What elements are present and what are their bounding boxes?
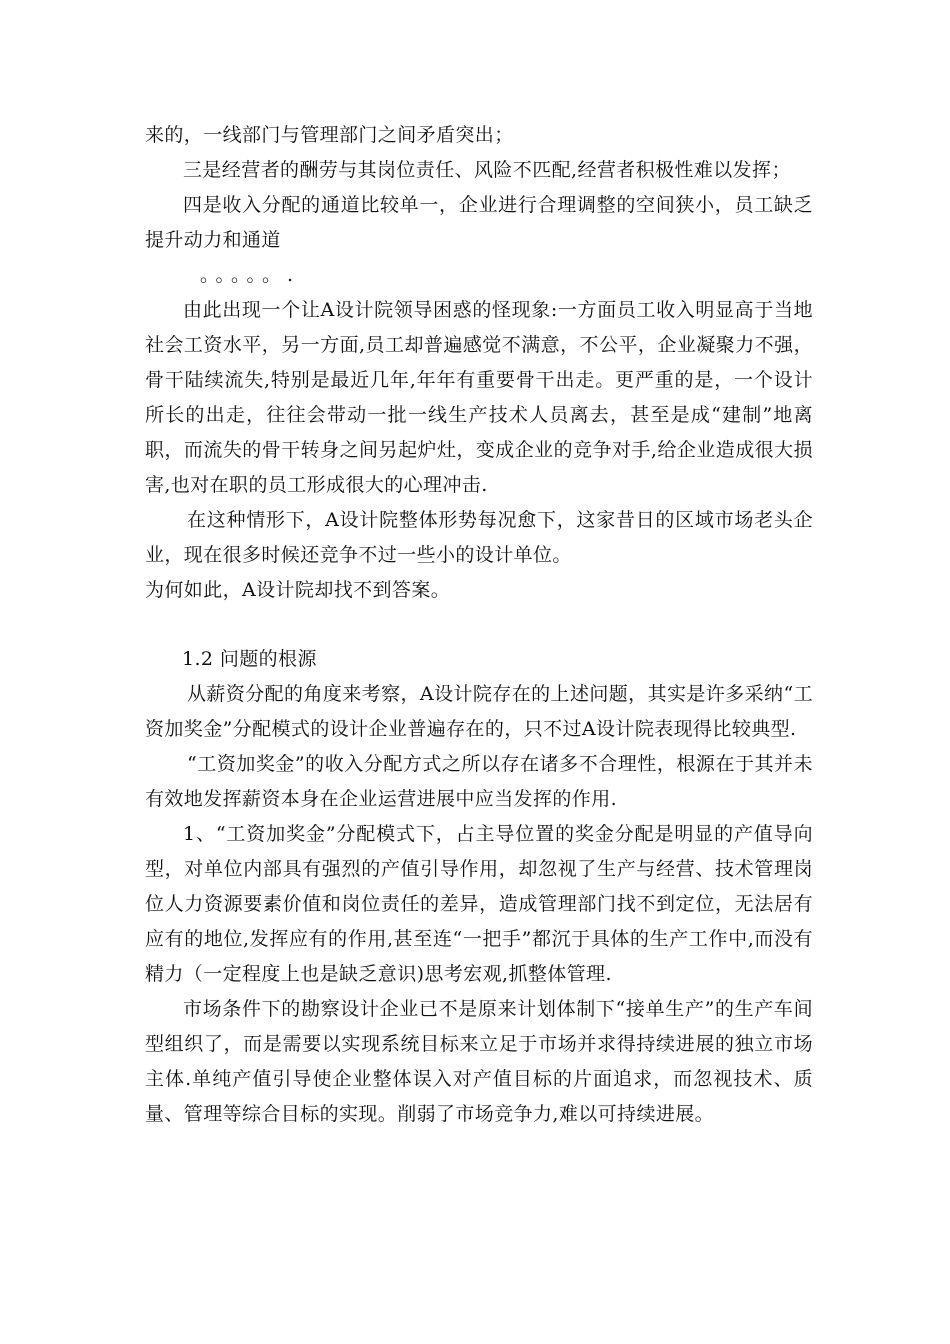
paragraph-question: 为何如此，A设计院却找不到答案。 [145,579,451,601]
document-body [145,118,813,1132]
paragraph-point-one: 1、“工资加奖金”分配模式下，占主导位置的奖金分配是明显的产值导向型，对单位内部具有强烈的产值引导作用，却忽视了生产与经营、技术管理岗位人力资源要素价值和岗位责任的差异，造成管理部门找不到定位，无法居有应有的地位,发挥应有的作用,甚至连“一把手”都沉于具体的生产工作中,而没有精力（一定程度上也是缺乏意识)思考宏观,抓整体管理. [145,823,813,985]
section-heading: 1.2 问题的根源 [182,648,317,670]
paragraph-point-three: 三是经营者的酬劳与其岗位责任、风险不匹配,经营者积极性难以发挥； [183,159,791,181]
paragraph-situation: 在这种情形下，A设计院整体形势每况愈下，这家昔日的区域市场老头企业，现在很多时候还竞争不过一些小的设计单位。 [145,509,813,566]
paragraph-continuation: 来的，一线部门与管理部门之间矛盾突出； [145,124,514,146]
paragraph-root-cause: 从薪资分配的角度来考察，A设计院存在的上述问题，其实是许多采纳“工资加奖金”分配模式的设计企业普遍存在的，只不过A设计院表现得比较典型. [145,683,813,740]
paragraph-phenomenon: 由此出现一个让A设计院领导困惑的怪现象:一方面员工收入明显高于当地社会工资水平，另一方面,员工却普遍感觉不满意，不公平，企业凝聚力不强，骨干陆续流失,特别是最近几年,年年有重要骨干出走。更严重的是，一个设计所长的出走，往往会带动一批一线生产技术人员离去，甚至是成“建制”地离职，而流失的骨干转身之间另起炉灶，变成企业的竞争对手,给企业造成很大损害,也对在职的员工形成很大的心理冲击. [145,299,813,496]
ellipsis-dots: 。。。。。. [200,264,300,286]
section-spacer [145,608,813,642]
paragraph-point-four: 四是收入分配的通道比较单一，企业进行合理调整的空间狭小，员工缺乏提升动力和通道 [145,194,813,251]
paragraph-market-conditions: 市场条件下的勘察设计企业已不是原来计划体制下“接单生产”的生产车间型组织了，而是需要以实现系统目标来立足于市场并求得持续进展的独立市场主体.单纯产值引导使企业整体误入对产值目标的片面追求，而忽视技术、质量、管理等综合目标的实现。削弱了市场竞争力,难以可持续进展。 [145,998,813,1125]
paragraph-irrationality: “工资加奖金”的收入分配方式之所以存在诸多不合理性，根源在于其并未有效地发挥薪资本身在企业运营进展中应当发挥的作用. [145,753,813,810]
